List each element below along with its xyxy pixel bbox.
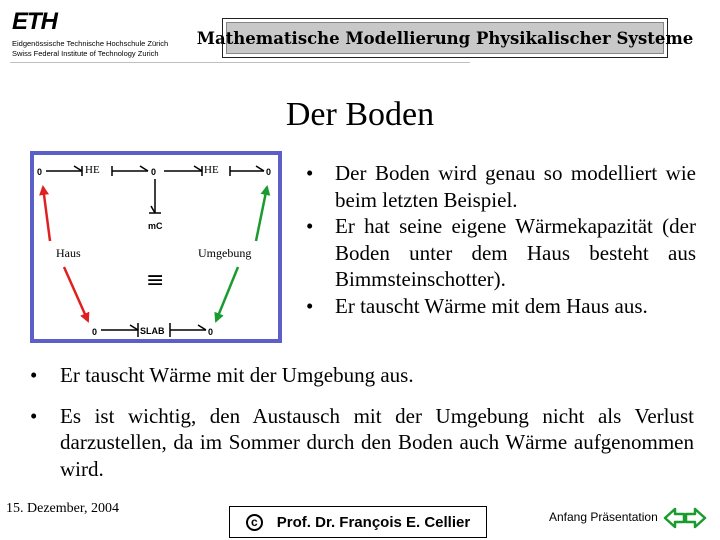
umgebung-label: Umgebung [198,246,252,260]
bullet-marker: • [306,214,314,238]
bullet-marker: • [30,363,38,387]
left-right-arrows-icon[interactable] [663,506,707,530]
bullet-list-right [306,160,696,319]
footer-date: 15. Dezember, 2004 [6,501,119,516]
institution-english: Swiss Federal Institute of Technology Zurich [12,49,159,58]
start-presentation-link[interactable]: Anfang Präsentation [549,510,658,524]
junction-bottom-right: 0 [208,327,214,337]
bullet-marker: • [306,161,314,185]
he-left-label: HE [85,164,100,176]
copyright-icon: c [246,514,263,531]
institution-german: Eidgenössische Technische Hochschule Zürich [12,39,169,48]
junction-top-left: 0 [37,167,43,177]
bullet-text: Der Boden wird genau so modelliert wie beim letzten Beispiel. [335,161,696,212]
bullet-text: Er hat seine eigene Wärmekapazität (der Boden unter dem Haus besteht aus Bimmsteinschotter). [335,214,696,291]
bullet-item [306,160,696,213]
bullet-item [30,362,694,389]
bullet-text: Er tauscht Wärme mit dem Haus aus. [335,293,648,318]
bullet-item [306,293,696,320]
eth-logo: ETH [12,8,57,35]
bullet-text: Es ist wichtig, den Austausch mit der Umgebung nicht als Verlust darzustellen, da im Sommer durch den Boden auch Wärme aufgenommen wird. [60,403,694,481]
he-right-label: HE [204,164,219,176]
haus-label: Haus [56,246,81,260]
bullet-item [30,403,694,483]
course-title-box [196,18,694,58]
bond-graph-diagram [30,151,282,343]
slab-label: SLAB [140,326,165,336]
author-box [229,506,487,538]
header-divider [10,62,470,63]
bullet-item [306,213,696,293]
course-title: Mathematische Modellierung Physikalischer Systeme [196,28,694,48]
bullet-list-bottom [30,362,694,482]
bullet-text: Er tauscht Wärme mit der Umgebung aus. [60,363,414,387]
mc-label: mC [148,221,163,231]
slide-heading: Der Boden [285,96,435,133]
junction-top-middle: 0 [151,167,157,177]
junction-bottom-left: 0 [92,327,98,337]
bullet-marker: • [306,293,314,318]
author-name: Prof. Dr. François E. Cellier [276,513,471,531]
bullet-marker: • [30,403,38,428]
junction-top-right: 0 [266,167,272,177]
equivalence-symbol: ≡ [146,268,165,293]
